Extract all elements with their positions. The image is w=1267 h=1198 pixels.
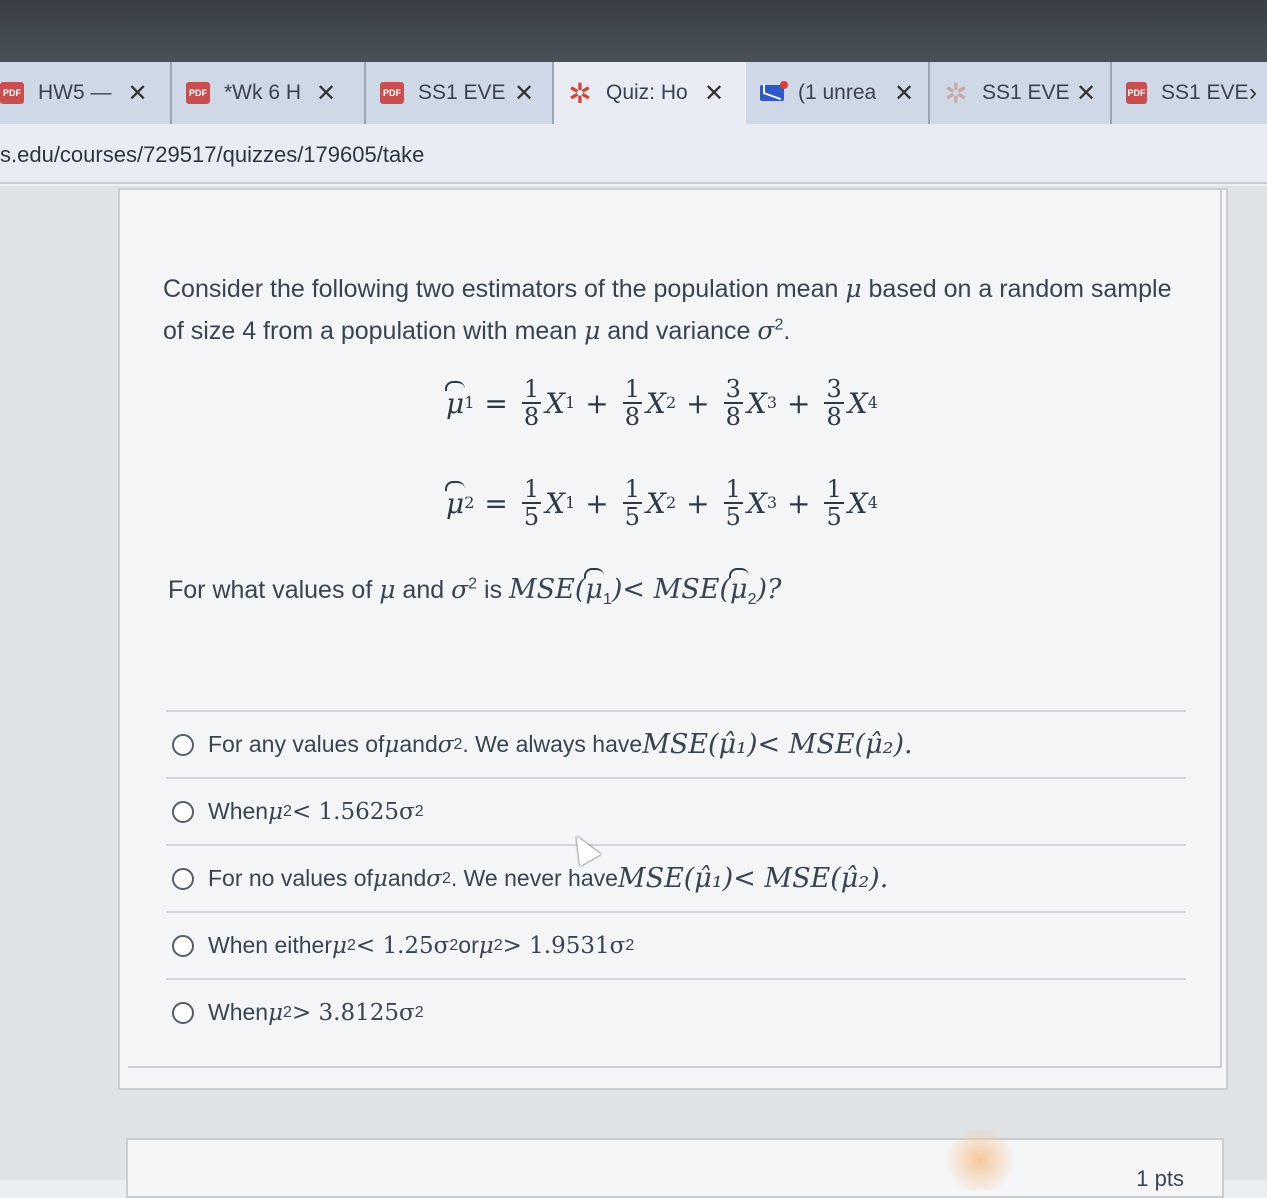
math-mu: μ [268,999,284,1026]
math-mse-inequality: MSE(μ̂₁)< MSE(μ̂₂). [617,863,889,894]
tab-label: SS1 EVE [418,81,506,104]
prompt-text: For what values of [168,576,380,604]
fraction-numerator: 3 [826,375,842,403]
fraction-numerator: 1 [624,375,641,403]
estimator-1-equation: μ 1 = $\frac{1}{8}$ X 1 + $\frac{1}{8}$ X 2 + $\frac{3}{8}$ X 3 + $\frac{3}{8}$ X 4 [446,375,878,431]
estimator-2-equation: μ 2 = $\frac{1}{5}$ X 1 + $\frac{1}{5}$ X 2 + $\frac{1}{5}$ X 3 + $\frac{1}{5}$ X 4 [446,475,878,531]
screen-glare [940,1130,1020,1190]
tab-label: SS1 EVE [1161,81,1249,104]
tab-hw5[interactable] [0,62,172,124]
math-mu: μ [584,316,601,345]
math-sigma: σ [451,575,469,604]
fraction-denominator: 5 [624,503,641,531]
address-bar[interactable] [0,124,1267,184]
tab-quiz[interactable] [554,62,746,124]
answer-list [166,710,1186,1045]
question-text-part: and variance [600,317,758,345]
canvas-logo-icon: ✲ [944,77,968,109]
fraction-denominator: 8 [826,403,842,431]
answer-option[interactable]: When either μ 2 < 1.25σ 2 or μ 2 > 1.9531σ 2 [166,911,1186,978]
fraction-denominator: 5 [523,503,540,531]
question-text-part: based on a random sample of size 4 from a population with mean [163,275,1172,345]
question-body [128,190,1222,1068]
math-inequality: < 1.25σ [355,932,450,959]
fraction-denominator: 5 [826,503,842,531]
answer-text: For any values of [208,731,385,757]
answer-text: . We never have [450,865,618,891]
tab-label: SS1 EVE [982,81,1070,104]
math-mu: μ [332,932,347,959]
math-mse: MSE( [509,574,586,605]
math-inequality: > 3.8125σ [291,999,415,1026]
close-icon[interactable]: ✕ [514,79,535,107]
question-text-part: Consider the following two estimators of the population mean [163,275,846,303]
chevron-right-icon[interactable]: › [1249,79,1257,106]
radio-button[interactable] [172,935,194,957]
url-text: s.edu/courses/729517/quizzes/179605/take [0,142,425,167]
close-icon[interactable]: ✕ [894,79,915,107]
math-mu-hat: μ [446,386,465,420]
math-mse-inequality: MSE(μ̂₁)< MSE(μ̂₂). [642,729,913,760]
radio-button[interactable] [172,801,194,823]
tab-ss1-eve-3[interactable] [1112,62,1267,124]
close-icon[interactable]: ✕ [704,79,725,107]
close-icon[interactable]: ✕ [316,79,337,107]
tab-label: (1 unrea [798,81,877,104]
close-icon[interactable]: ✕ [1076,79,1097,107]
fraction-numerator: 1 [523,375,540,403]
math-less-than: )< [611,574,654,605]
window-frame [0,0,1267,62]
tab-ss1-eve-2[interactable] [930,62,1112,124]
answer-option[interactable]: When μ 2 < 1.5625σ 2 [166,777,1186,844]
math-mu: μ [379,575,396,604]
fraction-numerator: 3 [725,375,741,403]
answer-option[interactable]: For no values of μ and σ 2 . We never have MSE(μ̂₁)< MSE(μ̂₂). [166,844,1186,911]
math-mu: μ [384,731,400,758]
tab-mail[interactable] [746,62,930,124]
math-close: )? [756,574,782,605]
math-mu: μ [478,932,494,959]
answer-option[interactable]: For any values of μ and σ 2 . We always have MSE(μ̂₁)< MSE(μ̂₂). [166,710,1186,777]
question-text-part: . [783,317,791,345]
fraction-denominator: 8 [725,403,741,431]
tab-label: *Wk 6 H [224,81,302,104]
fraction-denominator: 5 [725,503,741,531]
question-prompt: For what values of μ and $\sigma^2$ is $MSE(\mu_1)< MSE(\mu_2)$? [168,574,782,608]
answer-text: and [399,731,438,757]
math-sigma: σ [437,731,454,758]
fraction-numerator: 1 [523,475,540,503]
math-inequality: < 1.5625σ [291,798,415,825]
answer-text: When either [208,932,333,958]
answer-text: For no values of [208,865,373,891]
fraction-numerator: 1 [725,475,741,503]
answer-option[interactable]: When μ 2 > 3.8125σ 2 [166,978,1186,1045]
fraction-numerator: 1 [624,475,641,503]
radio-button[interactable] [172,734,194,756]
radio-button[interactable] [172,868,194,890]
math-mu-hat: μ [446,486,465,520]
pdf-icon [186,82,210,104]
math-mse: MSE( [653,574,731,605]
tab-strip [0,62,1267,124]
question-text [163,268,1173,352]
math-mu: μ [268,798,284,825]
answer-text: When [208,999,269,1025]
pdf-icon [1126,82,1147,104]
answer-text: When [208,798,269,824]
math-mu: μ [372,865,388,892]
question-card [118,188,1228,1090]
answer-text: . We always have [462,731,643,757]
tab-wk6[interactable] [172,62,366,124]
radio-button[interactable] [172,1002,194,1024]
points-label: 1 pts [1136,1166,1184,1191]
answer-text: and [387,865,427,891]
pdf-icon [0,82,24,104]
mail-icon [760,85,784,101]
math-mu-hat: μ [730,574,748,605]
tab-label: HW5 — [38,81,112,104]
quiz-page [0,186,1267,1191]
prompt-text: and [395,576,452,604]
fraction-numerator: 1 [826,475,842,503]
math-sigma: σ [426,865,442,892]
math-exponent: 2 [774,316,784,334]
answer-text: or [458,932,479,958]
math-sigma: σ [757,316,775,345]
canvas-logo-icon: ✲ [568,77,592,109]
tab-ss1-eve[interactable] [366,62,554,124]
prompt-text: is [477,576,510,604]
fraction-denominator: 8 [523,403,540,431]
close-icon[interactable]: ✕ [127,79,148,107]
math-inequality: > 1.9531σ [502,932,626,959]
math-exponent: 2 [468,575,478,593]
fraction-denominator: 8 [624,403,641,431]
tab-label: Quiz: Ho [606,81,688,104]
math-mu-hat: μ [585,574,603,605]
next-question-card [126,1138,1224,1198]
math-mu: μ [845,274,862,303]
pdf-icon [380,82,404,104]
